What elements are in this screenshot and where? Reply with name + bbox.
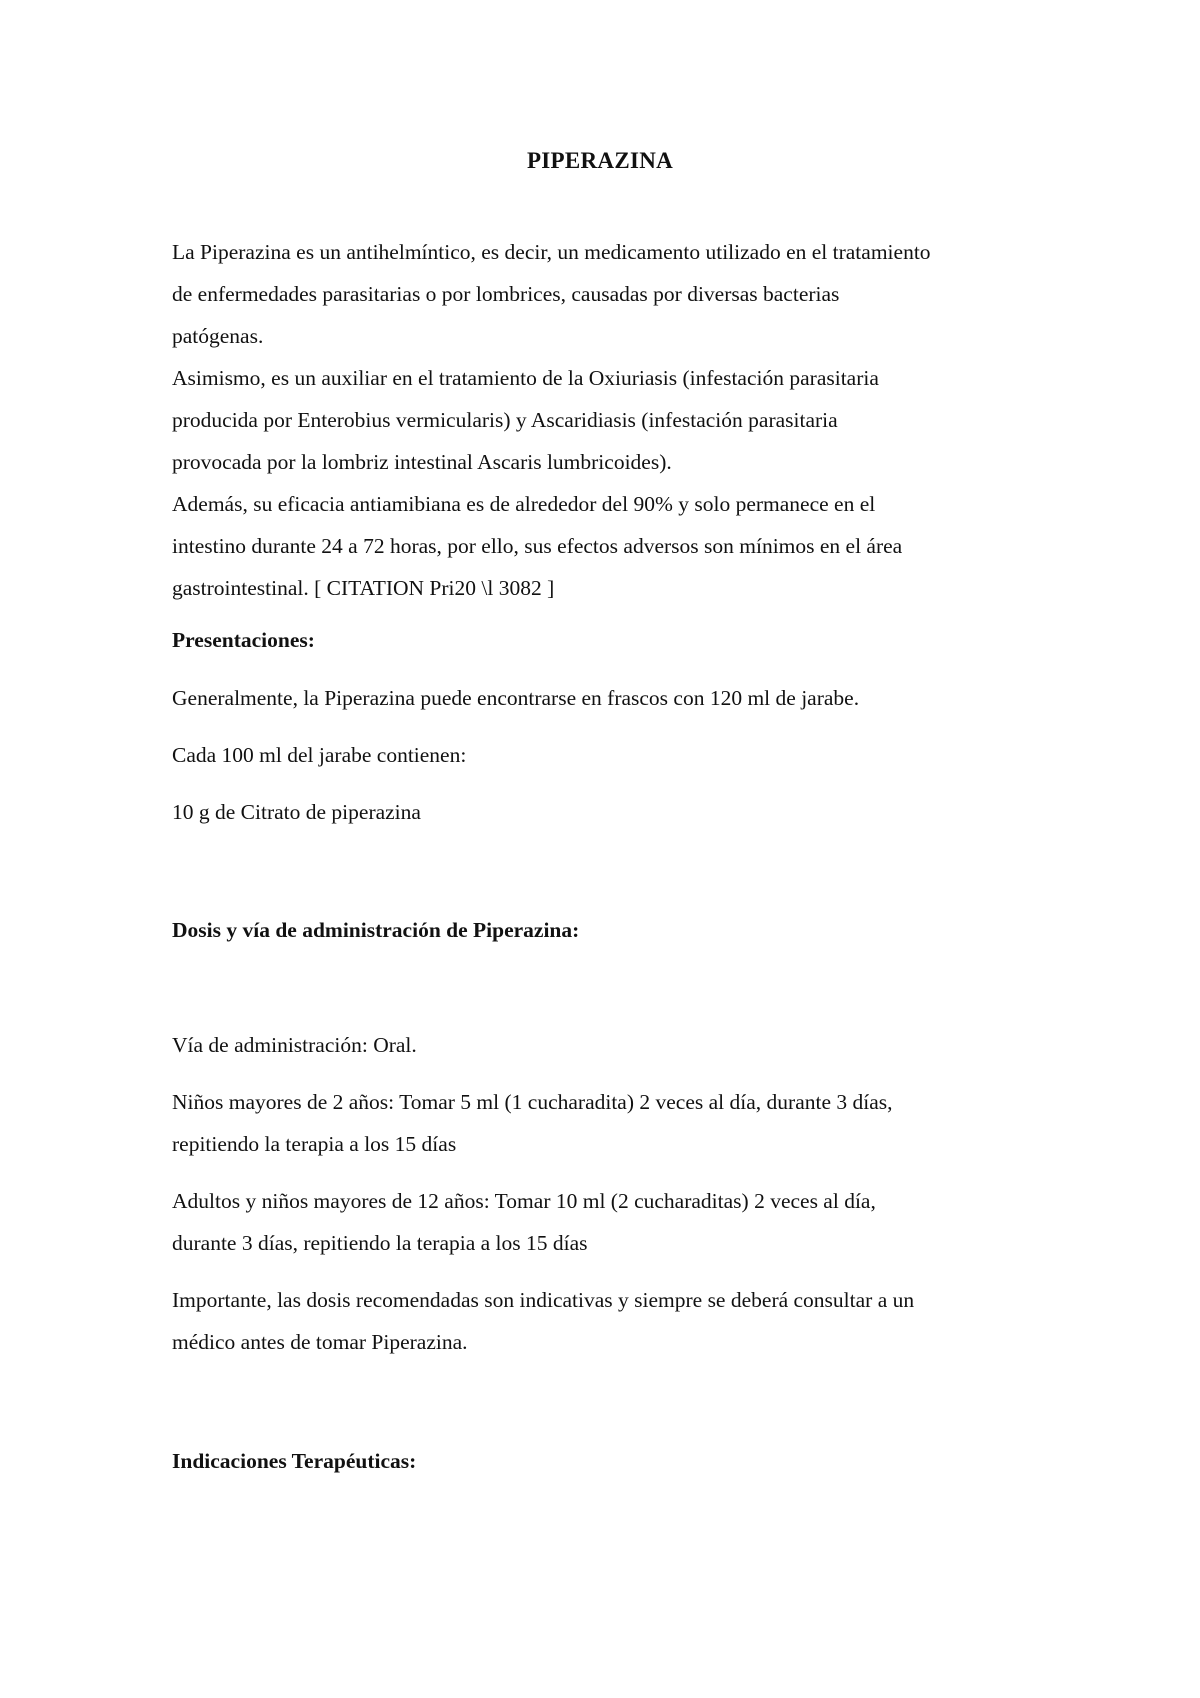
intro-line: provocada por la lombriz intestinal Ascaris lumbricoides). bbox=[172, 450, 672, 474]
dosis-ninos-line: repitiendo la terapia a los 15 días bbox=[172, 1132, 457, 1156]
intro-line: patógenas. bbox=[172, 324, 264, 348]
dosis-adultos-line: durante 3 días, repitiendo la terapia a los 15 días bbox=[172, 1231, 588, 1255]
dosis-ninos bbox=[172, 1081, 1052, 1165]
intro-line: intestino durante 24 a 72 horas, por ello, sus efectos adversos son mínimos en el área bbox=[172, 534, 903, 558]
dosis-heading: Dosis y vía de administración de Piperazina: bbox=[172, 918, 580, 942]
dosis-importante-line: médico antes de tomar Piperazina. bbox=[172, 1330, 468, 1354]
intro-line: Asimismo, es un auxiliar en el tratamiento de la Oxiuriasis (infestación parasitaria bbox=[172, 366, 879, 390]
dosis-adultos-line: Adultos y niños mayores de 12 años: Tomar 10 ml (2 cucharaditas) 2 veces al día, bbox=[172, 1189, 876, 1213]
dosis-adultos bbox=[172, 1180, 1052, 1264]
intro-line: La Piperazina es un antihelmíntico, es decir, un medicamento utilizado en el tratamiento bbox=[172, 240, 931, 264]
dosis-via: Vía de administración: Oral. bbox=[172, 1033, 417, 1057]
presentaciones-text: Generalmente, la Piperazina puede encontrarse en frascos con 120 ml de jarabe. bbox=[172, 686, 860, 710]
intro-line: producida por Enterobius vermicularis) y Ascaridiasis (infestación parasitaria bbox=[172, 408, 838, 432]
dosis-importante-line: Importante, las dosis recomendadas son indicativas y siempre se deberá consultar a un bbox=[172, 1288, 915, 1312]
document-title: PIPERAZINA bbox=[526, 148, 674, 173]
intro-paragraph bbox=[172, 231, 1052, 609]
dosis-ninos-line: Niños mayores de 2 años: Tomar 5 ml (1 cucharadita) 2 veces al día, durante 3 días, bbox=[172, 1090, 893, 1114]
presentaciones-text: Cada 100 ml del jarabe contienen: bbox=[172, 743, 467, 767]
intro-line: gastrointestinal. [ CITATION Pri20 \l 3082 ] bbox=[172, 576, 555, 600]
intro-line: de enfermedades parasitarias o por lombrices, causadas por diversas bacterias bbox=[172, 282, 840, 306]
indicaciones-heading: Indicaciones Terapéuticas: bbox=[172, 1449, 417, 1473]
presentaciones-heading: Presentaciones: bbox=[172, 628, 315, 652]
intro-line: Además, su eficacia antiamibiana es de alrededor del 90% y solo permanece en el bbox=[172, 492, 876, 516]
dosis-importante bbox=[172, 1279, 1052, 1363]
presentaciones-text: 10 g de Citrato de piperazina bbox=[172, 800, 421, 824]
